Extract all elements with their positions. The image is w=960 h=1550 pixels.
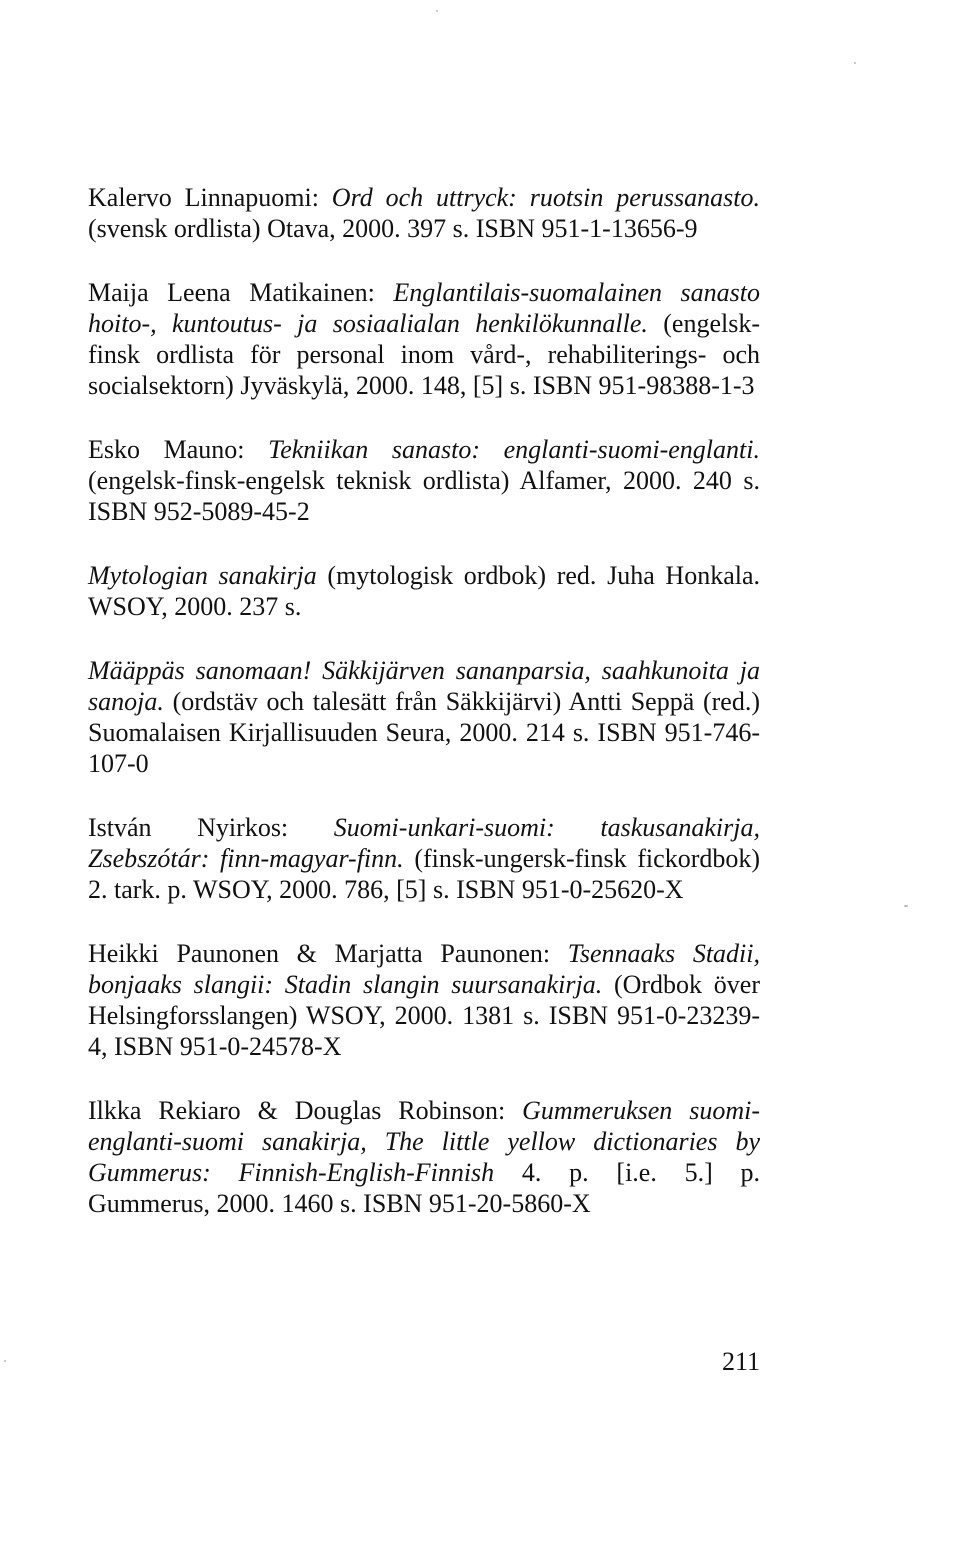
entry-title: Ord och uttryck: ruotsin perussanasto. <box>331 183 760 212</box>
entry-text: István Nyirkos: <box>88 813 334 842</box>
scan-speck <box>904 905 908 907</box>
bibliography-entry <box>88 434 760 527</box>
scan-speck <box>854 62 856 64</box>
entry-text: (Ordbok över Helsingforsslangen) WSOY, 2000. 1381 s. ISBN 951-0-23239-4, ISBN 951-0-24578-X <box>88 970 760 1061</box>
bibliography-entry <box>88 1095 760 1219</box>
entry-title: Määppäs sanomaan! Säkkijärven sananparsia, saahkunoita ja sanoja. <box>88 656 760 716</box>
bibliography-entry <box>88 655 760 779</box>
page-number: 211 <box>721 1347 760 1376</box>
entry-title: Tsennaaks Stadii, bonjaaks slangii: Stadin slangin suursanakirja. <box>88 939 761 999</box>
entry-title: Mytologian sanakirja <box>88 561 317 590</box>
entry-text: (engelsk-finsk ordlista för personal inom vård-, rehabiliterings- och socialsektorn) Jyväskylä, 2000. 148, [5] s. ISBN 951-98388-1-3 <box>88 309 760 400</box>
scan-speck <box>436 10 438 12</box>
entry-text: (ordstäv och talesätt från Säkkijärvi) Antti Seppä (red.) Suomalaisen Kirjallisuuden Seura, 2000. 214 s. ISBN 951-746-107-0 <box>88 687 760 778</box>
entry-text: Heikki Paunonen & Marjatta Paunonen: <box>88 939 568 968</box>
entry-title: Suomi-unkari-suomi: taskusanakirja, Zsebszótár: finn-magyar-finn. <box>88 813 760 873</box>
entry-text: (mytologisk ordbok) red. Juha Honkala. WSOY, 2000. 237 s. <box>88 561 760 621</box>
bibliography-entry <box>88 938 760 1062</box>
bibliography-entry <box>88 277 760 401</box>
entry-text: 4. p. [i.e. 5.] p. Gummerus, 2000. 1460 s. ISBN 951-20-5860-X <box>88 1158 760 1218</box>
entry-text: (svensk ordlista) Otava, 2000. 397 s. ISBN 951-1-13656-9 <box>88 214 698 243</box>
entry-text: (finsk-ungersk-finsk fickordbok) 2. tark. p. WSOY, 2000. 786, [5] s. ISBN 951-0-25620-X <box>88 844 761 904</box>
entry-title: Englantilais-suomalainen sanasto hoito-, kuntoutus- ja sosiaalialan henkilökunnalle. <box>88 278 761 338</box>
entry-text: Ilkka Rekiaro & Douglas Robinson: <box>88 1096 523 1125</box>
bibliography-entry <box>88 182 760 244</box>
entry-text: Esko Mauno: <box>88 435 269 464</box>
entry-title: Gummeruksen suomi-englanti-suomi sanakirja, The little yellow dictionaries by Gummerus: Finnish-English-Finnish <box>88 1096 761 1187</box>
bibliography-entry <box>88 812 760 905</box>
entry-text: Kalervo Linnapuomi: <box>88 183 332 212</box>
bibliography-list <box>88 182 760 1252</box>
scan-speck <box>4 1360 6 1362</box>
entry-text: Maija Leena Matikainen: <box>88 278 394 307</box>
bibliography-entry <box>88 560 760 622</box>
entry-title: Tekniikan sanasto: englanti-suomi-englanti. <box>268 435 760 464</box>
entry-text: (engelsk-finsk-engelsk teknisk ordlista) Alfamer, 2000. 240 s. ISBN 952-5089-45-2 <box>88 466 760 526</box>
